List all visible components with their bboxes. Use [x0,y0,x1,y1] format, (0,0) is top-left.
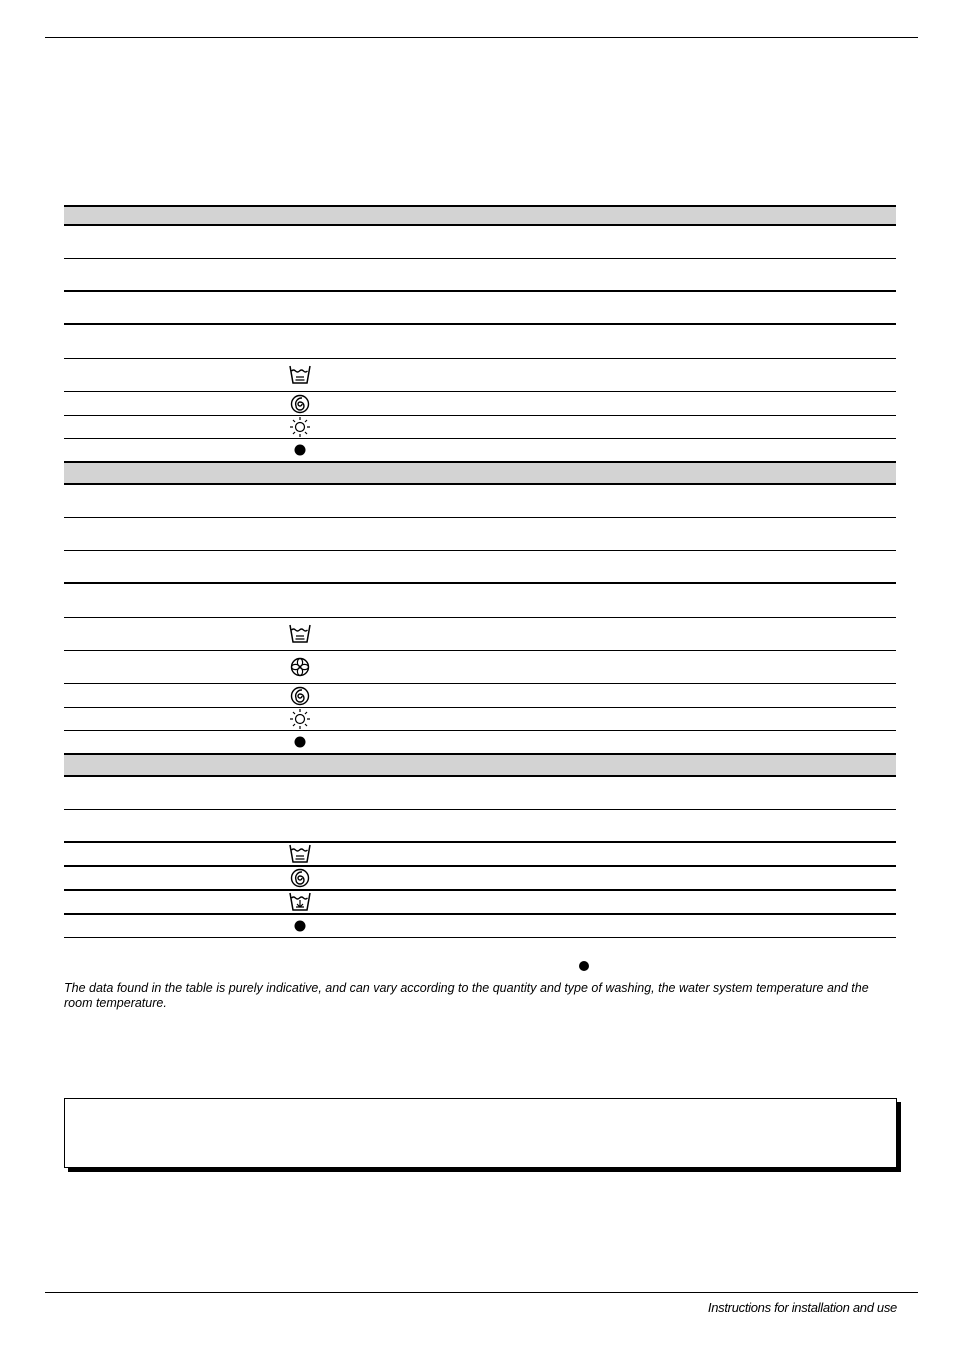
table-row [64,518,896,551]
table-row [64,708,896,731]
table-section-header [64,753,896,777]
table-row [64,731,896,753]
table-row [64,259,896,292]
table-section-header [64,205,896,226]
table-row [64,416,896,439]
header-rule [45,37,918,38]
table-row [64,777,896,810]
footer-rule [45,1292,918,1293]
table-row [64,684,896,708]
table-row [64,810,896,843]
dot-icon [578,960,590,972]
footer-text: Instructions for installation and use [707,1300,897,1315]
table-row [64,439,896,461]
table-row [64,618,896,651]
table-row [64,292,896,325]
notice-box [64,1098,897,1168]
table-row [64,915,896,938]
table-row [64,551,896,584]
table-row [64,584,896,618]
programme-table [64,205,896,938]
table-row [64,226,896,259]
table-row [64,867,896,891]
table-section-header [64,461,896,485]
table-row [64,359,896,392]
table-row [64,485,896,518]
table-row [64,843,896,867]
table-row [64,651,896,684]
table-row [64,325,896,359]
table-row [64,891,896,915]
table-row [64,392,896,416]
table-note: The data found in the table is purely indicative, and can vary according to the quantity and type of washing, the water system temperature and the room temperature. [64,981,869,1010]
